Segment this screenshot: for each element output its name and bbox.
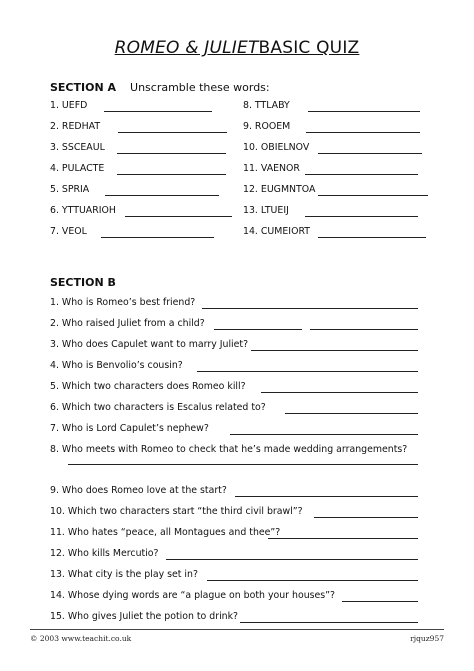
answer-line <box>305 174 418 175</box>
answer-line <box>305 216 418 217</box>
word-item-12: 12. EUGMNTOA <box>243 184 316 195</box>
answer-line <box>342 601 418 602</box>
footer-copyright: © 2003 www.teachit.co.uk <box>30 634 132 643</box>
question-11: 11. Who hates “peace, all Montagues and thee”? <box>50 527 281 538</box>
title-play-name: ROMEO & JULIET <box>114 38 259 58</box>
answer-line <box>202 308 418 309</box>
answer-line <box>117 153 226 154</box>
question-3: 3. Who does Capulet want to marry Juliet? <box>50 339 249 350</box>
word-item-11: 11. VAENOR <box>243 163 300 174</box>
word-item-13: 13. LTUEIJ <box>243 205 289 216</box>
footer-code: rjquz957 <box>410 634 444 643</box>
question-10: 10. Which two characters start “the third civil brawl”? <box>50 506 303 517</box>
question-1: 1. Who is Romeo’s best friend? <box>50 297 196 308</box>
answer-line <box>318 237 426 238</box>
answer-line <box>101 237 214 238</box>
question-12: 12. Who kills Mercutio? <box>50 548 159 559</box>
section-b-heading: SECTION B <box>50 276 116 289</box>
word-item-5: 5. SPRIA <box>50 184 90 195</box>
answer-line <box>240 622 418 623</box>
title-quiz-label: BASIC QUIZ <box>258 38 360 58</box>
word-item-3: 3. SSCEAUL <box>50 142 105 153</box>
answer-line <box>230 434 418 435</box>
question-8: 8. Who meets with Romeo to check that he’s made wedding arrangements? <box>50 444 408 455</box>
answer-line <box>318 195 428 196</box>
word-item-14: 14. CUMEIORT <box>243 226 311 237</box>
footer-divider <box>30 629 444 630</box>
answer-line <box>261 392 418 393</box>
question-7: 7. Who is Lord Capulet’s nephew? <box>50 423 209 434</box>
word-item-7: 7. VEOL <box>50 226 87 237</box>
page-title <box>0 38 474 58</box>
word-item-6: 6. YTTUARIOH <box>50 205 116 216</box>
section-a-heading: SECTION A <box>50 81 117 94</box>
word-item-10: 10. OBIELNOV <box>243 142 310 153</box>
question-4: 4. Who is Benvolio’s cousin? <box>50 360 183 371</box>
answer-line <box>306 132 420 133</box>
answer-line <box>235 496 418 497</box>
answer-line <box>310 329 418 330</box>
answer-line <box>118 132 227 133</box>
answer-line <box>104 111 212 112</box>
word-item-2: 2. REDHAT <box>50 121 101 132</box>
answer-line <box>314 517 418 518</box>
question-13: 13. What city is the play set in? <box>50 569 198 580</box>
answer-line <box>251 350 418 351</box>
question-15: 15. Who gives Juliet the potion to drink? <box>50 611 239 622</box>
answer-line <box>268 538 418 539</box>
answer-line <box>105 195 219 196</box>
answer-line <box>214 329 302 330</box>
word-item-9: 9. ROOEM <box>243 121 291 132</box>
answer-line <box>207 580 418 581</box>
answer-line <box>318 153 422 154</box>
answer-line <box>308 111 420 112</box>
answer-line <box>197 371 418 372</box>
answer-line <box>285 413 418 414</box>
section-a-header <box>50 81 270 94</box>
section-a-instruction: Unscramble these words: <box>130 81 270 94</box>
question-9: 9. Who does Romeo love at the start? <box>50 485 227 496</box>
question-6: 6. Which two characters is Escalus related to? <box>50 402 266 413</box>
answer-line <box>125 216 232 217</box>
word-item-4: 4. PULACTE <box>50 163 105 174</box>
word-item-8: 8. TTLABY <box>243 100 290 111</box>
answer-line <box>68 464 418 465</box>
answer-line <box>117 174 226 175</box>
question-5: 5. Which two characters does Romeo kill? <box>50 381 246 392</box>
answer-line <box>166 559 418 560</box>
question-14: 14. Whose dying words are “a plague on both your houses”? <box>50 590 336 601</box>
word-item-1: 1. UEFD <box>50 100 88 111</box>
question-2: 2. Who raised Juliet from a child? <box>50 318 205 329</box>
